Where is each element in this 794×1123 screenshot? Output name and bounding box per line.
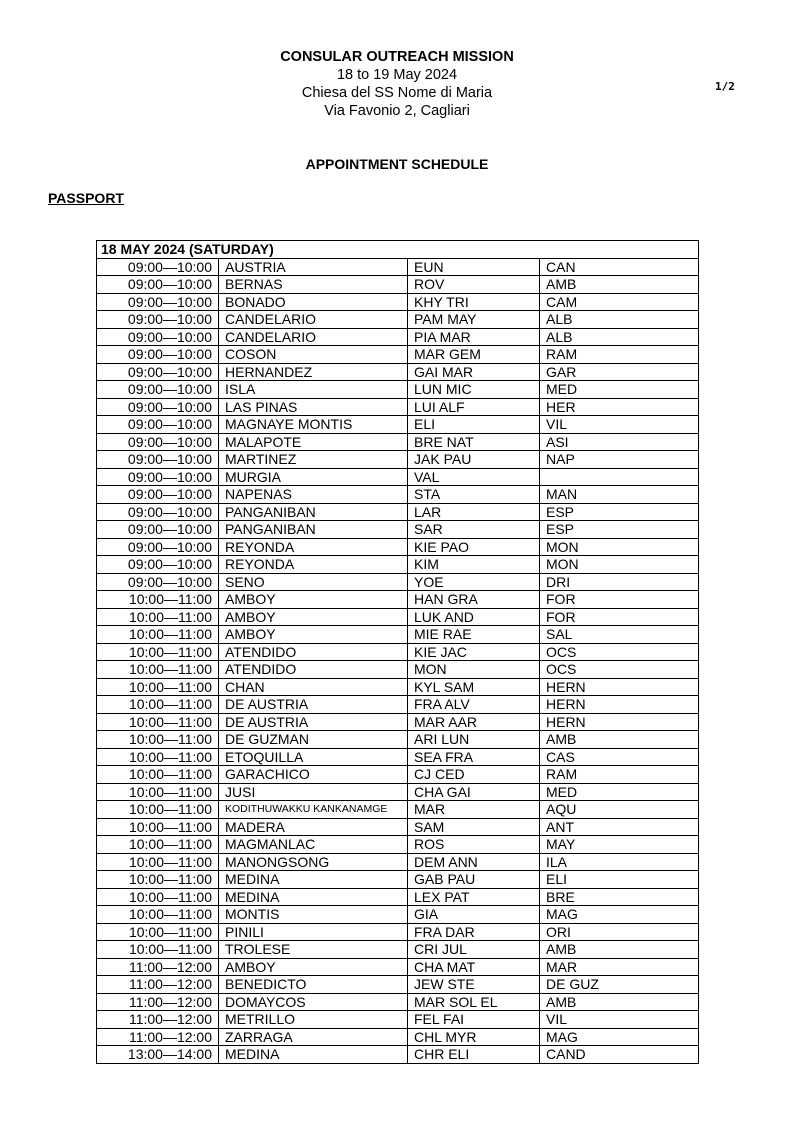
- first-name-cell: CHA GAI: [408, 783, 540, 801]
- table-row: [97, 381, 699, 399]
- time-cell: 11:00—12:00: [97, 976, 219, 994]
- place-cell: CAS: [540, 748, 699, 766]
- first-name-cell: LUI ALF: [408, 398, 540, 416]
- table-row: [97, 993, 699, 1011]
- place-cell: BRE: [540, 888, 699, 906]
- surname-cell: MEDINA: [219, 888, 408, 906]
- place-cell: MON: [540, 538, 699, 556]
- time-cell: 10:00—11:00: [97, 801, 219, 819]
- first-name-cell: PAM MAY: [408, 311, 540, 329]
- table-row: [97, 853, 699, 871]
- time-cell: 10:00—11:00: [97, 871, 219, 889]
- document-title: CONSULAR OUTREACH MISSION: [280, 49, 514, 65]
- surname-cell: NAPENAS: [219, 486, 408, 504]
- schedule-title: APPOINTMENT SCHEDULE: [305, 156, 489, 172]
- time-cell: 11:00—12:00: [97, 1011, 219, 1029]
- time-cell: 10:00—11:00: [97, 888, 219, 906]
- surname-cell: GARACHICO: [219, 766, 408, 784]
- place-cell: MAG: [540, 1028, 699, 1046]
- surname-cell: BONADO: [219, 293, 408, 311]
- place-cell: ORI: [540, 923, 699, 941]
- table-row: [97, 888, 699, 906]
- table-row: [97, 696, 699, 714]
- place-cell: OCS: [540, 643, 699, 661]
- first-name-cell: MAR GEM: [408, 346, 540, 364]
- table-row: [97, 328, 699, 346]
- table-row: [97, 573, 699, 591]
- first-name-cell: STA: [408, 486, 540, 504]
- table-row: [97, 906, 699, 924]
- first-name-cell: MAR AAR: [408, 713, 540, 731]
- time-cell: 10:00—11:00: [97, 678, 219, 696]
- surname-cell: ETOQUILLA: [219, 748, 408, 766]
- place-cell: MED: [540, 381, 699, 399]
- surname-cell: PANGANIBAN: [219, 521, 408, 539]
- table-row: [97, 1011, 699, 1029]
- first-name-cell: PIA MAR: [408, 328, 540, 346]
- place-cell: RAM: [540, 346, 699, 364]
- time-cell: 10:00—11:00: [97, 661, 219, 679]
- time-cell: 10:00—11:00: [97, 906, 219, 924]
- time-cell: 09:00—10:00: [97, 346, 219, 364]
- table-row: [97, 678, 699, 696]
- time-cell: 09:00—10:00: [97, 573, 219, 591]
- time-cell: 10:00—11:00: [97, 836, 219, 854]
- surname-cell: MAGMANLAC: [219, 836, 408, 854]
- surname-cell: AUSTRIA: [219, 258, 408, 276]
- table-row: [97, 363, 699, 381]
- place-cell: ALB: [540, 328, 699, 346]
- time-cell: 09:00—10:00: [97, 538, 219, 556]
- time-cell: 09:00—10:00: [97, 521, 219, 539]
- table-row: [97, 1046, 699, 1064]
- time-cell: 11:00—12:00: [97, 993, 219, 1011]
- time-cell: 09:00—10:00: [97, 433, 219, 451]
- place-cell: ESP: [540, 521, 699, 539]
- place-cell: AQU: [540, 801, 699, 819]
- first-name-cell: ARI LUN: [408, 731, 540, 749]
- table-row: [97, 503, 699, 521]
- time-cell: 09:00—10:00: [97, 293, 219, 311]
- table-row: [97, 398, 699, 416]
- first-name-cell: SEA FRA: [408, 748, 540, 766]
- surname-cell: DE GUZMAN: [219, 731, 408, 749]
- section-heading: PASSPORT: [48, 190, 124, 206]
- time-cell: 09:00—10:00: [97, 381, 219, 399]
- place-cell: AMB: [540, 276, 699, 294]
- table-row: [97, 521, 699, 539]
- time-cell: 10:00—11:00: [97, 731, 219, 749]
- place-cell: HERN: [540, 678, 699, 696]
- place-cell: DE GUZ: [540, 976, 699, 994]
- place-cell: CAND: [540, 1046, 699, 1064]
- place-cell: ELI: [540, 871, 699, 889]
- surname-cell: BENEDICTO: [219, 976, 408, 994]
- time-cell: 11:00—12:00: [97, 1028, 219, 1046]
- surname-cell: SENO: [219, 573, 408, 591]
- place-cell: MAR: [540, 958, 699, 976]
- document-header: [0, 48, 794, 120]
- place-cell: SAL: [540, 626, 699, 644]
- table-row: [97, 258, 699, 276]
- first-name-cell: CHL MYR: [408, 1028, 540, 1046]
- first-name-cell: FRA ALV: [408, 696, 540, 714]
- time-cell: 10:00—11:00: [97, 591, 219, 609]
- place-cell: VIL: [540, 416, 699, 434]
- place-cell: AMB: [540, 731, 699, 749]
- first-name-cell: CHA MAT: [408, 958, 540, 976]
- surname-cell: JUSI: [219, 783, 408, 801]
- time-cell: 09:00—10:00: [97, 363, 219, 381]
- first-name-cell: JAK PAU: [408, 451, 540, 469]
- time-cell: 11:00—12:00: [97, 958, 219, 976]
- time-cell: 10:00—11:00: [97, 626, 219, 644]
- place-cell: DRI: [540, 573, 699, 591]
- table-row: [97, 871, 699, 889]
- table-row: [97, 748, 699, 766]
- time-cell: 09:00—10:00: [97, 258, 219, 276]
- first-name-cell: MAR SOL EL: [408, 993, 540, 1011]
- first-name-cell: VAL: [408, 468, 540, 486]
- place-cell: RAM: [540, 766, 699, 784]
- first-name-cell: LAR: [408, 503, 540, 521]
- first-name-cell: KHY TRI: [408, 293, 540, 311]
- first-name-cell: MAR: [408, 801, 540, 819]
- time-cell: 09:00—10:00: [97, 556, 219, 574]
- surname-cell: DOMAYCOS: [219, 993, 408, 1011]
- surname-cell: CANDELARIO: [219, 328, 408, 346]
- event-dates: 18 to 19 May 2024: [336, 67, 458, 83]
- table-row: [97, 731, 699, 749]
- first-name-cell: FRA DAR: [408, 923, 540, 941]
- time-cell: 10:00—11:00: [97, 748, 219, 766]
- table-row: [97, 486, 699, 504]
- time-cell: 10:00—11:00: [97, 696, 219, 714]
- time-cell: 10:00—11:00: [97, 818, 219, 836]
- surname-cell: MURGIA: [219, 468, 408, 486]
- first-name-cell: KIE JAC: [408, 643, 540, 661]
- surname-cell: PANGANIBAN: [219, 503, 408, 521]
- first-name-cell: EUN: [408, 258, 540, 276]
- surname-cell: PINILI: [219, 923, 408, 941]
- place-cell: FOR: [540, 591, 699, 609]
- surname-cell: ATENDIDO: [219, 661, 408, 679]
- surname-cell: MADERA: [219, 818, 408, 836]
- place-cell: MAG: [540, 906, 699, 924]
- table-row: [97, 818, 699, 836]
- place-cell: FOR: [540, 608, 699, 626]
- time-cell: 10:00—11:00: [97, 941, 219, 959]
- table-row: [97, 608, 699, 626]
- surname-cell: REYONDA: [219, 556, 408, 574]
- first-name-cell: SAM: [408, 818, 540, 836]
- place-cell: MED: [540, 783, 699, 801]
- surname-cell: DE AUSTRIA: [219, 696, 408, 714]
- first-name-cell: CRI JUL: [408, 941, 540, 959]
- surname-cell: ZARRAGA: [219, 1028, 408, 1046]
- time-cell: 13:00—14:00: [97, 1046, 219, 1064]
- place-cell: MON: [540, 556, 699, 574]
- place-cell: AMB: [540, 993, 699, 1011]
- place-cell: ESP: [540, 503, 699, 521]
- first-name-cell: BRE NAT: [408, 433, 540, 451]
- place-cell: HERN: [540, 713, 699, 731]
- time-cell: 10:00—11:00: [97, 853, 219, 871]
- place-cell: ANT: [540, 818, 699, 836]
- table-row: [97, 416, 699, 434]
- table-row: [97, 941, 699, 959]
- time-cell: 10:00—11:00: [97, 923, 219, 941]
- table-row: [97, 433, 699, 451]
- surname-cell: BERNAS: [219, 276, 408, 294]
- first-name-cell: DEM ANN: [408, 853, 540, 871]
- first-name-cell: ROS: [408, 836, 540, 854]
- surname-cell: MAGNAYE MONTIS: [219, 416, 408, 434]
- table-row: [97, 836, 699, 854]
- time-cell: 10:00—11:00: [97, 643, 219, 661]
- surname-cell: COSON: [219, 346, 408, 364]
- table-row: [97, 923, 699, 941]
- time-cell: 09:00—10:00: [97, 398, 219, 416]
- time-cell: 09:00—10:00: [97, 416, 219, 434]
- surname-cell: DE AUSTRIA: [219, 713, 408, 731]
- table-row: [97, 958, 699, 976]
- surname-cell: KODITHUWAKKU KANKANAMGE: [219, 801, 408, 819]
- event-address: Via Favonio 2, Cagliari: [324, 103, 470, 119]
- surname-cell: CANDELARIO: [219, 311, 408, 329]
- place-cell: ALB: [540, 311, 699, 329]
- time-cell: 10:00—11:00: [97, 783, 219, 801]
- table-row: [97, 556, 699, 574]
- surname-cell: LAS PINAS: [219, 398, 408, 416]
- table-row: [97, 626, 699, 644]
- time-cell: 09:00—10:00: [97, 328, 219, 346]
- place-cell: GAR: [540, 363, 699, 381]
- place-cell: OCS: [540, 661, 699, 679]
- first-name-cell: CJ CED: [408, 766, 540, 784]
- first-name-cell: ELI: [408, 416, 540, 434]
- surname-cell: CHAN: [219, 678, 408, 696]
- event-venue: Chiesa del SS Nome di Maria: [301, 85, 493, 101]
- place-cell: ASI: [540, 433, 699, 451]
- table-row: [97, 976, 699, 994]
- surname-cell: MANONGSONG: [219, 853, 408, 871]
- surname-cell: HERNANDEZ: [219, 363, 408, 381]
- first-name-cell: HAN GRA: [408, 591, 540, 609]
- table-row: [97, 346, 699, 364]
- first-name-cell: KIE PAO: [408, 538, 540, 556]
- table-row: [97, 591, 699, 609]
- surname-cell: REYONDA: [219, 538, 408, 556]
- table-row: [97, 468, 699, 486]
- first-name-cell: MON: [408, 661, 540, 679]
- first-name-cell: GAI MAR: [408, 363, 540, 381]
- place-cell: CAN: [540, 258, 699, 276]
- table-row: [97, 713, 699, 731]
- day-header-row: [97, 241, 699, 259]
- table-row: [97, 801, 699, 819]
- time-cell: 09:00—10:00: [97, 276, 219, 294]
- surname-cell: AMBOY: [219, 958, 408, 976]
- time-cell: 09:00—10:00: [97, 486, 219, 504]
- page-number: 1/2: [715, 80, 735, 93]
- time-cell: 10:00—11:00: [97, 766, 219, 784]
- first-name-cell: SAR: [408, 521, 540, 539]
- surname-cell: AMBOY: [219, 626, 408, 644]
- place-cell: [540, 468, 699, 486]
- first-name-cell: LEX PAT: [408, 888, 540, 906]
- first-name-cell: YOE: [408, 573, 540, 591]
- place-cell: MAN: [540, 486, 699, 504]
- place-cell: HERN: [540, 696, 699, 714]
- time-cell: 09:00—10:00: [97, 468, 219, 486]
- table-row: [97, 783, 699, 801]
- appointment-table: [96, 240, 699, 1064]
- surname-cell: AMBOY: [219, 591, 408, 609]
- table-row: [97, 538, 699, 556]
- place-cell: VIL: [540, 1011, 699, 1029]
- place-cell: HER: [540, 398, 699, 416]
- surname-cell: MALAPOTE: [219, 433, 408, 451]
- place-cell: MAY: [540, 836, 699, 854]
- surname-cell: AMBOY: [219, 608, 408, 626]
- surname-cell: MEDINA: [219, 1046, 408, 1064]
- table-row: [97, 451, 699, 469]
- first-name-cell: MIE RAE: [408, 626, 540, 644]
- surname-cell: ISLA: [219, 381, 408, 399]
- first-name-cell: GIA: [408, 906, 540, 924]
- table-row: [97, 276, 699, 294]
- table-row: [97, 766, 699, 784]
- place-cell: CAM: [540, 293, 699, 311]
- surname-cell: METRILLO: [219, 1011, 408, 1029]
- table-row: [97, 643, 699, 661]
- place-cell: AMB: [540, 941, 699, 959]
- time-cell: 10:00—11:00: [97, 713, 219, 731]
- place-cell: NAP: [540, 451, 699, 469]
- surname-cell: MARTINEZ: [219, 451, 408, 469]
- first-name-cell: LUK AND: [408, 608, 540, 626]
- table-row: [97, 1028, 699, 1046]
- surname-cell: ATENDIDO: [219, 643, 408, 661]
- time-cell: 09:00—10:00: [97, 311, 219, 329]
- surname-cell: MONTIS: [219, 906, 408, 924]
- time-cell: 09:00—10:00: [97, 503, 219, 521]
- first-name-cell: ROV: [408, 276, 540, 294]
- table-row: [97, 311, 699, 329]
- table-row: [97, 293, 699, 311]
- place-cell: ILA: [540, 853, 699, 871]
- first-name-cell: KIM: [408, 556, 540, 574]
- first-name-cell: FEL FAI: [408, 1011, 540, 1029]
- first-name-cell: JEW STE: [408, 976, 540, 994]
- first-name-cell: LUN MIC: [408, 381, 540, 399]
- time-cell: 10:00—11:00: [97, 608, 219, 626]
- first-name-cell: GAB PAU: [408, 871, 540, 889]
- table-row: [97, 661, 699, 679]
- time-cell: 09:00—10:00: [97, 451, 219, 469]
- first-name-cell: KYL SAM: [408, 678, 540, 696]
- day-label: 18 MAY 2024 (SATURDAY): [97, 241, 699, 259]
- surname-cell: MEDINA: [219, 871, 408, 889]
- surname-cell: TROLESE: [219, 941, 408, 959]
- first-name-cell: CHR ELI: [408, 1046, 540, 1064]
